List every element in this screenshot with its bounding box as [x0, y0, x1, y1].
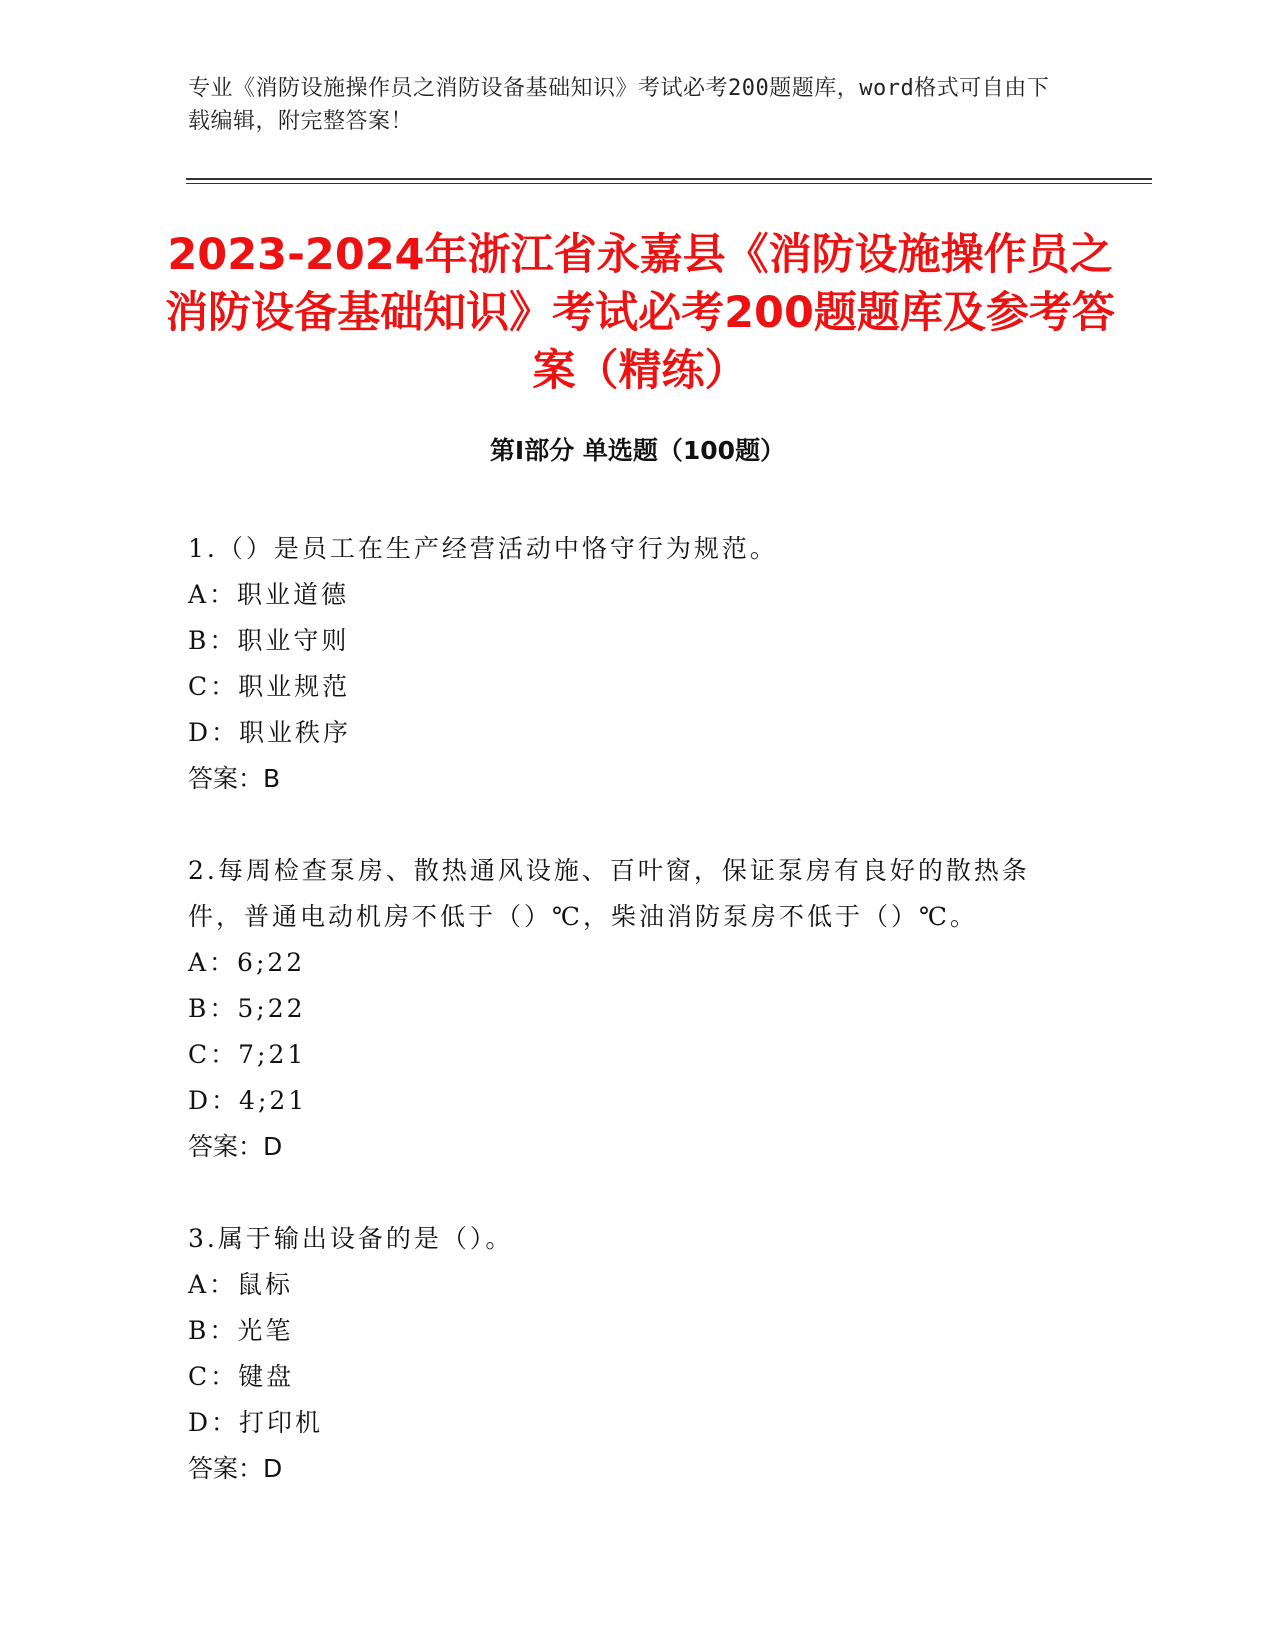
option-d: D：打印机: [188, 1408, 324, 1437]
question-list: [188, 526, 1068, 1538]
header-divider: [186, 178, 1152, 180]
document-title: 2023-2024年浙江省永嘉县《消防设施操作员之消防设备基础知识》考试必考200题题库及参考答案（精练）: [165, 230, 1115, 396]
option-c: C：7;21: [188, 1040, 307, 1069]
option-d: D：4;21: [188, 1086, 308, 1115]
question-stem: 3.属于输出设备的是（）。: [188, 1224, 514, 1253]
answer-line: 答案：D: [188, 1454, 283, 1483]
option-a: A：鼠标: [188, 1270, 294, 1299]
question-3: [188, 1216, 1068, 1492]
question-stem: 1.（）是员工在生产经营活动中恪守行为规范。: [188, 534, 778, 563]
question-1: [188, 526, 1068, 802]
header-note: 专业《消防设施操作员之消防设备基础知识》考试必考200题题库，word格式可自由下载编辑，附完整答案！: [188, 76, 1050, 134]
question-stem: 2.每周检查泵房、散热通风设施、百叶窗，保证泵房有良好的散热条件，普通电动机房不低于（）℃，柴油消防泵房不低于（）℃。: [188, 856, 1030, 931]
answer-line: 答案：B: [188, 764, 281, 793]
option-d: D：职业秩序: [188, 718, 352, 747]
header-divider-thin: [186, 183, 1152, 184]
answer-line: 答案：D: [188, 1132, 283, 1161]
option-c: C：职业规范: [188, 672, 351, 701]
option-b: B：职业守则: [188, 626, 350, 655]
question-2: [188, 848, 1068, 1170]
option-a: A：6;22: [188, 948, 306, 977]
option-b: B：5;22: [188, 994, 306, 1023]
option-b: B：光笔: [188, 1316, 294, 1345]
section-heading: 第I部分 单选题（100题）: [489, 436, 786, 465]
option-a: A：职业道德: [188, 580, 350, 609]
option-c: C：键盘: [188, 1362, 295, 1391]
